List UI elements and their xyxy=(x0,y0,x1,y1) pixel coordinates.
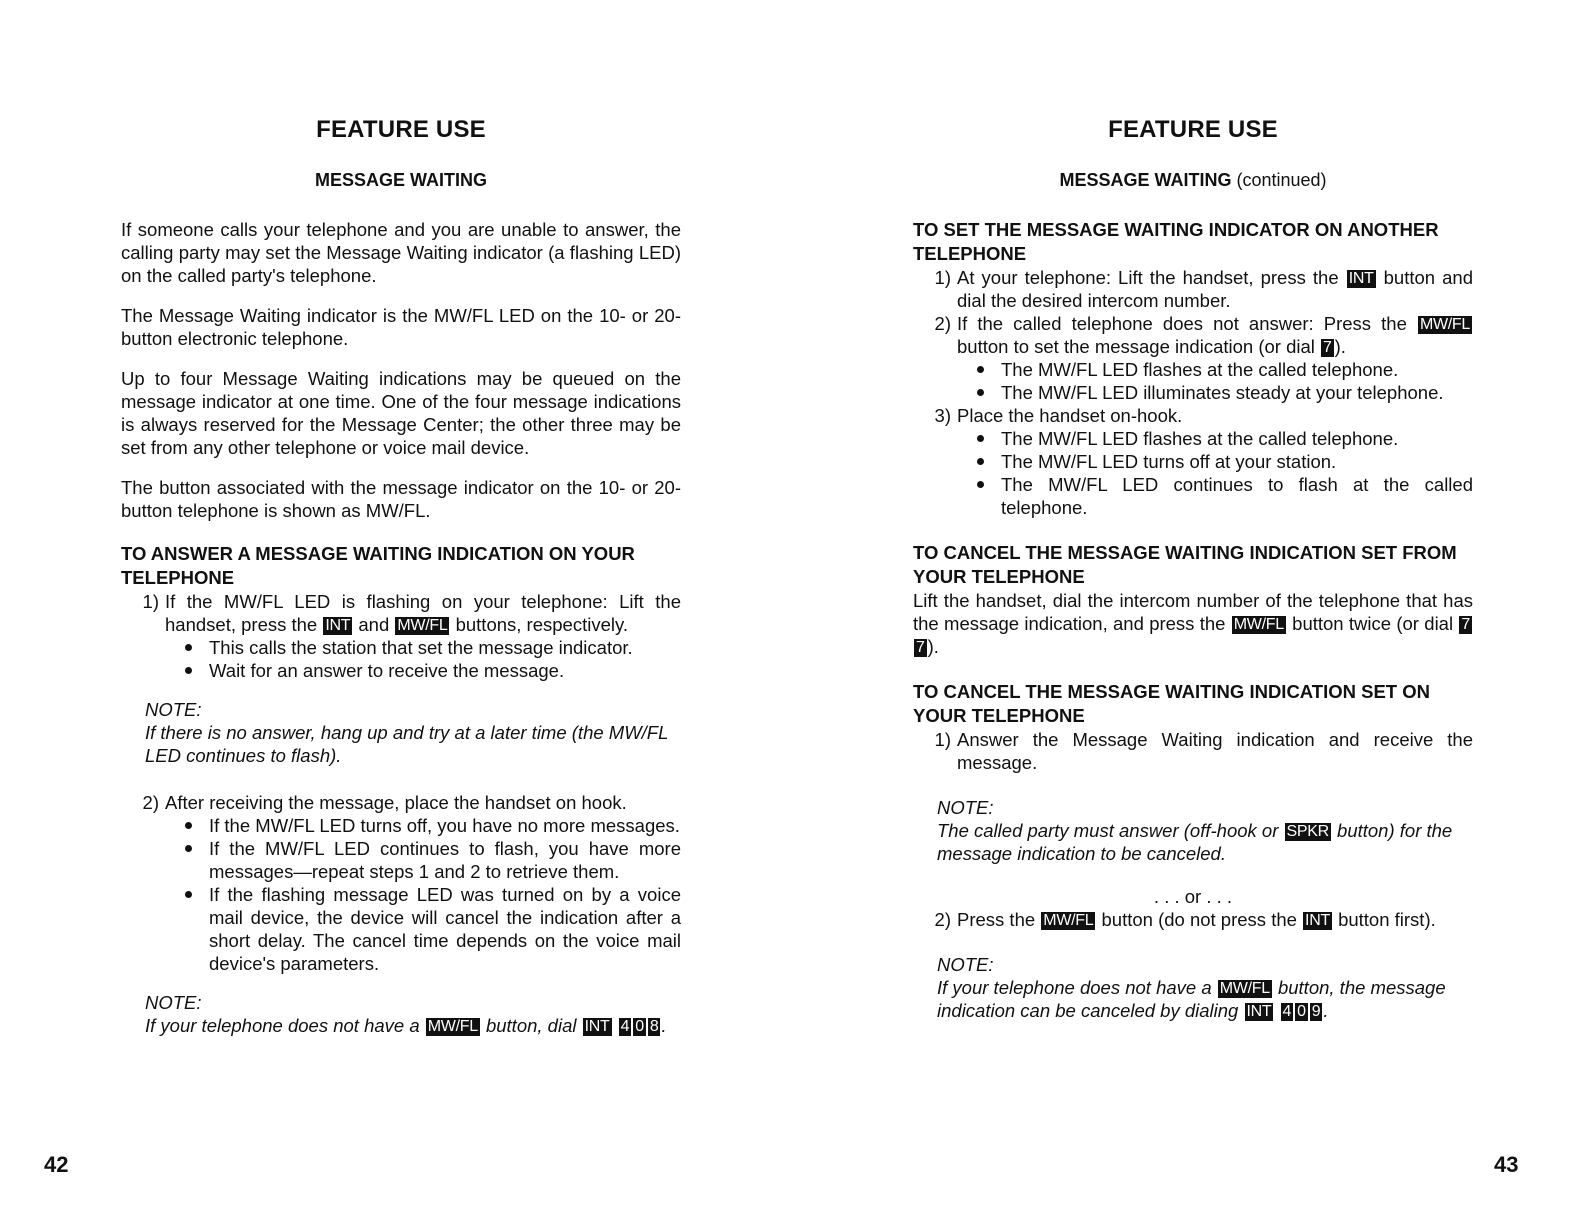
subtitle-continued: (continued) xyxy=(1236,170,1327,190)
step-text-part: and xyxy=(358,614,390,635)
set-step-3-bullets xyxy=(913,427,1473,519)
subtitle-main: MESSAGE WAITING xyxy=(1059,170,1232,190)
set-heading: TO SET THE MESSAGE WAITING INDICATOR ON ANOTHER TELEPHONE xyxy=(913,219,1439,264)
step-text-part: ). xyxy=(1334,336,1346,357)
digit-key-7: 7 xyxy=(916,639,925,656)
step-number: 1) xyxy=(142,591,159,612)
digit-key-9: 9 xyxy=(1311,1003,1321,1020)
note-3 xyxy=(937,796,1473,865)
section-subtitle xyxy=(913,170,1473,191)
step-number: 2) xyxy=(934,313,951,334)
mwfl-key: MW/FL xyxy=(1233,616,1284,633)
step-text-part: button (do not press the xyxy=(1101,909,1297,930)
mwfl-key: MW/FL xyxy=(1419,316,1471,333)
or-separator: . . . or . . . xyxy=(1153,886,1233,907)
step-2-bullets xyxy=(121,814,681,975)
page-title: FEATURE USE xyxy=(1108,116,1278,143)
queue-paragraph: Up to four Message Waiting indications may be queued on the message indicator at one time. One of the four message indications is always reserved for the Message Center; the other three may be set from any other telephone or voice mail device. xyxy=(121,368,681,458)
step-text: Answer the Message Waiting indication and receive the message. xyxy=(957,729,1473,773)
step-number: 1) xyxy=(934,729,951,750)
step-text-part: buttons, respectively. xyxy=(455,614,629,635)
bullet-item: Wait for an answer to receive the message. xyxy=(181,659,681,682)
note-text: button, the message indication can be canceled by dialing xyxy=(937,977,1446,1021)
paragraph-part: button twice (or dial xyxy=(1292,613,1454,634)
page-number-left: 42 xyxy=(44,1152,69,1177)
note-label: NOTE: xyxy=(937,797,994,818)
int-key: INT xyxy=(584,1018,610,1035)
bullet-item: The MW/FL LED illuminates steady at your telephone. xyxy=(973,381,1473,404)
section-subtitle: MESSAGE WAITING xyxy=(314,170,487,190)
int-key: INT xyxy=(325,617,351,634)
answer-heading: TO ANSWER A MESSAGE WAITING INDICATION ON YOUR TELEPHONE xyxy=(121,543,635,588)
note-text: The called party must answer (off-hook or xyxy=(937,820,1279,841)
step-text xyxy=(957,312,1473,358)
digit-key-0: 0 xyxy=(635,1018,644,1035)
right-page xyxy=(913,0,1473,1224)
cancel-from-heading: TO CANCEL THE MESSAGE WAITING INDICATION SET FROM YOUR TELEPHONE xyxy=(913,542,1457,587)
page-number-right: 43 xyxy=(1494,1152,1519,1177)
step-text: After receiving the message, place the handset on hook. xyxy=(165,792,627,813)
note-text: If there is no answer, hang up and try at a later time (the MW/FL LED continues to flash). xyxy=(145,722,669,766)
step-text-part: At your telephone: Lift the handset, press the xyxy=(957,267,1339,288)
step-text-part: If the MW/FL LED is flashing on your telephone: Lift the handset, press the xyxy=(165,591,681,635)
digit-key-4: 4 xyxy=(1282,1003,1292,1020)
digit-key-7: 7 xyxy=(1461,616,1471,633)
step-number: 2) xyxy=(934,909,951,930)
note-1 xyxy=(145,698,681,767)
note-label: NOTE: xyxy=(145,699,202,720)
step-text xyxy=(165,590,681,636)
step-text-part: button and dial the desired intercom number. xyxy=(957,267,1474,311)
step-number: 2) xyxy=(142,792,159,813)
right-body xyxy=(913,218,1473,1022)
digit-key-8: 8 xyxy=(649,1018,659,1035)
step-1-bullets xyxy=(121,636,681,682)
step-text xyxy=(957,266,1473,312)
cancel-on-heading: TO CANCEL THE MESSAGE WAITING INDICATION SET ON YOUR TELEPHONE xyxy=(913,681,1430,726)
step-text xyxy=(957,908,1473,931)
mwfl-key: MW/FL xyxy=(397,617,448,634)
step-2 xyxy=(121,791,681,814)
bullet-item: If the MW/FL LED continues to flash, you have more messages—repeat steps 1 and 2 to retrieve them. xyxy=(181,837,681,883)
set-step-2-bullets xyxy=(913,358,1473,404)
mwfl-key: MW/FL xyxy=(427,1018,478,1035)
note-2: NOTE: If your telephone does not have a MW/FL button, dial INT 4 0 8 . xyxy=(145,991,681,1037)
step-number: 1) xyxy=(934,267,951,288)
indicator-paragraph: The Message Waiting indicator is the MW/FL LED on the 10- or 20-button electronic telephone. xyxy=(121,305,681,349)
int-key: INT xyxy=(1305,912,1330,929)
note-label: NOTE: xyxy=(937,954,994,975)
step-1 xyxy=(121,590,681,636)
set-step-3 xyxy=(913,404,1473,427)
paragraph-part: Lift the handset, dial the intercom number of the telephone that has the message indication, and press the xyxy=(913,590,1473,634)
note-label: NOTE: xyxy=(145,992,202,1013)
note-text: If your telephone does not have a xyxy=(937,977,1212,998)
spkr-key: SPKR xyxy=(1286,823,1329,840)
step-text-part: button to set the message indication (or dial xyxy=(957,336,1315,357)
bullet-item: If the flashing message LED was turned on by a voice mail device, the device will cancel the indication after a short delay. The cancel time depends on the voice mail device's parameters. xyxy=(181,883,681,975)
page-title: FEATURE USE xyxy=(316,116,486,143)
step-text-part: Press the xyxy=(957,909,1036,930)
intro-paragraph: If someone calls your telephone and you are unable to answer, the calling party may set the Message Waiting indicator (a flashing LED) on the called party's telephone. xyxy=(121,219,681,286)
bullet-item: The MW/FL LED flashes at the called telephone. xyxy=(973,427,1473,450)
left-body xyxy=(121,218,681,1037)
int-key: INT xyxy=(1348,270,1374,287)
cancel-from-paragraph xyxy=(913,589,1473,658)
left-page xyxy=(121,0,681,1224)
step-text: Place the handset on-hook. xyxy=(957,405,1183,426)
step-text-part: button first). xyxy=(1338,909,1436,930)
digit-key-4: 4 xyxy=(620,1018,630,1035)
note-text: button, dial xyxy=(485,1015,577,1036)
bullet-item: This calls the station that set the message indicator. xyxy=(181,636,681,659)
step-text-part: If the called telephone does not answer: Press the xyxy=(957,313,1407,334)
mwfl-key: MW/FL xyxy=(1043,912,1094,929)
set-step-2 xyxy=(913,312,1473,358)
note-text: button) for the message indication to be canceled. xyxy=(937,820,1453,864)
paragraph-part: ). xyxy=(927,636,939,657)
bullet-item: If the MW/FL LED turns off, you have no more messages. xyxy=(181,814,681,837)
step-number: 3) xyxy=(934,405,951,426)
cancel-step-2 xyxy=(913,908,1473,931)
note-4: NOTE: If your telephone does not have a MW/FL button, the message indication can be canceled by dialing INT 4 0 9 . xyxy=(937,953,1473,1022)
button-paragraph: The button associated with the message indicator on the 10- or 20-button telephone is shown as MW/FL. xyxy=(121,477,681,521)
bullet-item: The MW/FL LED turns off at your station. xyxy=(973,450,1473,473)
cancel-step-1 xyxy=(913,728,1473,774)
bullet-item: The MW/FL LED continues to flash at the called telephone. xyxy=(973,473,1473,519)
note-text: If your telephone does not have a xyxy=(145,1015,420,1036)
digit-key-7: 7 xyxy=(1323,339,1332,356)
digit-key-0: 0 xyxy=(1297,1003,1306,1020)
int-key: INT xyxy=(1246,1003,1272,1020)
set-step-1 xyxy=(913,266,1473,312)
bullet-item: The MW/FL LED flashes at the called telephone. xyxy=(973,358,1473,381)
mwfl-key: MW/FL xyxy=(1219,980,1270,997)
